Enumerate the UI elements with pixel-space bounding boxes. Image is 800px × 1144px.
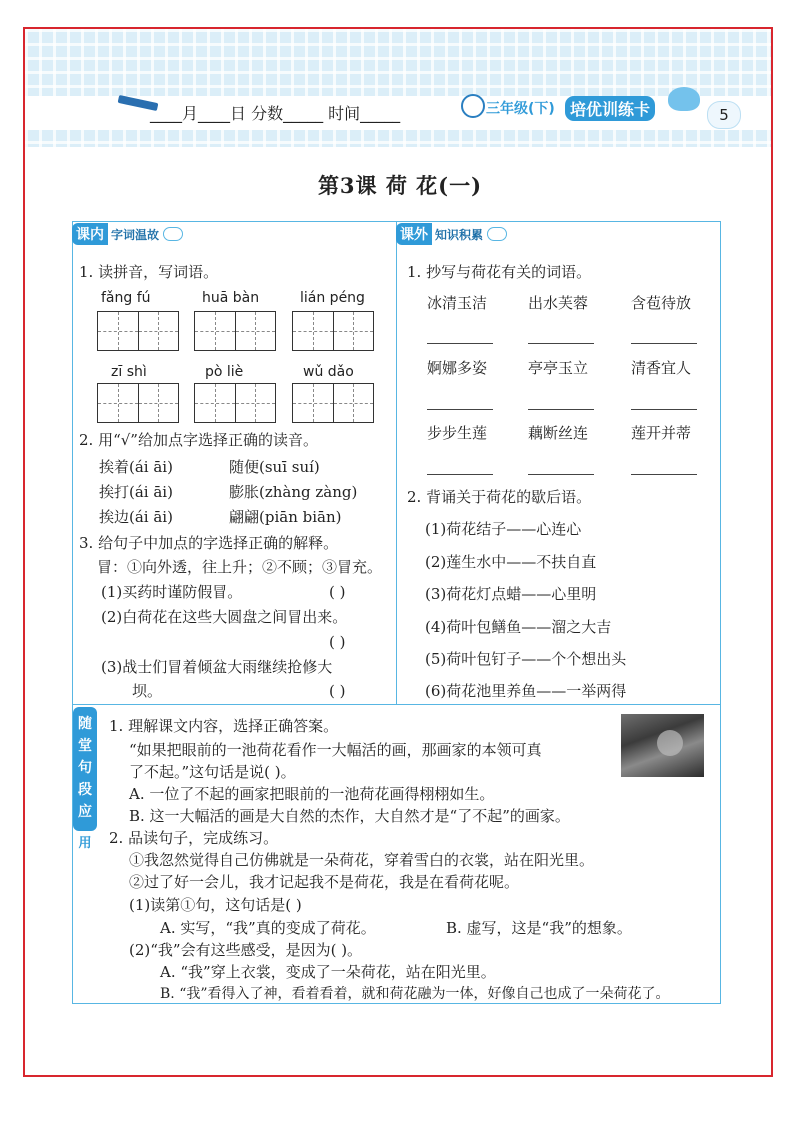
writing-grid[interactable] [292, 383, 374, 423]
saying-item: (6)荷花池里养鱼——一举两得 [425, 682, 627, 700]
idiom-word: 莲开并蒂 [631, 424, 692, 442]
idiom-word: 清香宜人 [631, 359, 692, 377]
pinyin: pò liè [205, 364, 244, 380]
answer-paren[interactable]: ( ) [329, 633, 346, 651]
answer-line[interactable] [427, 343, 493, 344]
pronunciation-item: 挨边(ái āi) [99, 508, 173, 526]
side-label-char: 堂 [78, 738, 92, 754]
answer-line[interactable] [631, 343, 697, 344]
sentence-item: (1)买药时谨防假冒。 [101, 583, 243, 601]
answer-line[interactable] [528, 409, 594, 410]
option-a[interactable]: A. 实写，“我”真的变成了荷花。 [160, 919, 376, 937]
sub-question: (2)“我”会有这些感受，是因为( )。 [129, 941, 363, 959]
idiom-word: 步步生莲 [427, 424, 488, 442]
pronunciation-item: 随便(suī suí) [229, 458, 320, 476]
writing-grid[interactable] [97, 383, 179, 423]
lotus-photo [621, 714, 704, 777]
answer-line[interactable] [631, 474, 697, 475]
sentence-item: (2)白荷花在这些大圆盘之间冒出来。 [101, 608, 348, 626]
left-q2: 2. 用“√”给加点字选择正确的读音。 [79, 431, 318, 449]
brand-label: 培优训练卡 [565, 96, 655, 121]
sentence-item: 坝。 [132, 682, 163, 700]
pinyin: lián péng [300, 290, 365, 306]
tab-label: 知识积累 [435, 227, 484, 242]
idiom-word: 含苞待放 [631, 294, 692, 312]
pinyin: wǔ dǎo [303, 364, 354, 380]
side-label-char: 句 [78, 760, 92, 776]
option-b[interactable]: B. 虚写，这是“我”的想象。 [446, 919, 632, 937]
side-label-char: 用 [78, 836, 92, 851]
quote-line: 了不起。”这句话是说( )。 [129, 763, 296, 781]
sentence-item: (3)战士们冒着倾盆大雨继续抢修大 [101, 658, 333, 676]
left-q3: 3. 给句子中加点的字选择正确的解释。 [79, 534, 339, 552]
idiom-word: 亭亭玉立 [528, 359, 589, 377]
writing-grid[interactable] [292, 311, 374, 351]
side-label-char: 段 [78, 782, 92, 798]
answer-paren[interactable]: ( ) [329, 583, 346, 601]
writing-grid[interactable] [97, 311, 179, 351]
reading-sentence: ①我忽然觉得自己仿佛就是一朵荷花，穿着雪白的衣裳，站在阳光里。 [129, 851, 595, 869]
definition-line: 冒：①向外透，往上升；②不顾；③冒充。 [97, 558, 383, 576]
section-tab [396, 221, 533, 247]
side-label-char: 应 [78, 804, 92, 820]
writing-grid[interactable] [194, 383, 276, 423]
answer-line[interactable] [427, 474, 493, 475]
left-q1: 1. 读拼音，写词语。 [79, 263, 219, 281]
tab-chip: 课外 [396, 223, 432, 245]
saying-item: (1)荷花结子——心连心 [425, 520, 582, 538]
saying-item: (4)荷叶包鳝鱼——溜之大吉 [425, 618, 612, 636]
cloud-icon [487, 227, 507, 241]
saying-item: (5)荷叶包钉子——个个想出头 [425, 650, 627, 668]
pronunciation-item: 挨打(ái āi) [99, 483, 173, 501]
page-number: 5 [707, 101, 741, 129]
pinyin: zī shì [111, 364, 147, 380]
lesson-title: 第3课 荷 花(一) [317, 173, 483, 198]
pronunciation-item: 翩翩(piān biān) [229, 508, 342, 526]
answer-line[interactable] [528, 343, 594, 344]
reading-sentence: ②过了好一会儿，我才记起我不是荷花，我是在看荷花呢。 [129, 873, 520, 891]
idiom-word: 婀娜多姿 [427, 359, 488, 377]
answer-line[interactable] [427, 409, 493, 410]
side-label-char: 随 [78, 716, 92, 732]
quote-line: “如果把眼前的一池荷花看作一大幅活的画，那画家的本领可真 [129, 741, 542, 759]
option-b[interactable]: B. “我”看得入了神，看着看着，就和荷花融为一体，好像自己也成了一朵荷花了。 [160, 986, 670, 1002]
option-a[interactable]: A. “我”穿上衣裳，变成了一朵荷花，站在阳光里。 [160, 963, 496, 981]
idiom-word: 藕断丝连 [528, 424, 589, 442]
pronunciation-item: 膨胀(zhàng zàng) [229, 483, 358, 501]
idiom-word: 出水芙蓉 [528, 294, 589, 312]
section-tab [72, 221, 209, 247]
option-a[interactable]: A. 一位了不起的画家把眼前的一池荷花画得栩栩如生。 [129, 785, 495, 803]
option-b[interactable]: B. 这一大幅活的画是大自然的杰作，大自然才是“了不起”的画家。 [129, 807, 570, 825]
saying-item: (2)莲生水中——不扶自直 [425, 553, 597, 571]
pinyin: huā bàn [202, 290, 260, 306]
pinyin: fǎng fú [101, 290, 151, 306]
writing-grid[interactable] [194, 311, 276, 351]
bottom-q2: 2. 品读句子，完成练习。 [109, 829, 279, 847]
sub-question: (1)读第①句，这句话是( ) [129, 896, 302, 914]
right-q1: 1. 抄写与荷花有关的词语。 [407, 263, 592, 281]
right-q2: 2. 背诵关于荷花的歇后语。 [407, 488, 592, 506]
tab-label: 字词温故 [111, 227, 160, 242]
answer-line[interactable] [631, 409, 697, 410]
grade-label: 三年级(下) [486, 101, 555, 117]
side-tab [73, 707, 97, 831]
answer-paren[interactable]: ( ) [329, 682, 346, 700]
bottom-q1: 1. 理解课文内容，选择正确答案。 [109, 717, 339, 735]
tab-chip: 课内 [72, 223, 108, 245]
idiom-word: 冰清玉洁 [427, 294, 488, 312]
cloud-icon [163, 227, 183, 241]
pronunciation-item: 挨着(ái āi) [99, 458, 173, 476]
saying-item: (3)荷花灯点蜡——心里明 [425, 585, 597, 603]
answer-line[interactable] [528, 474, 594, 475]
date-score-time-line: ____月____日 分数_____ 时间_____ [150, 104, 401, 123]
